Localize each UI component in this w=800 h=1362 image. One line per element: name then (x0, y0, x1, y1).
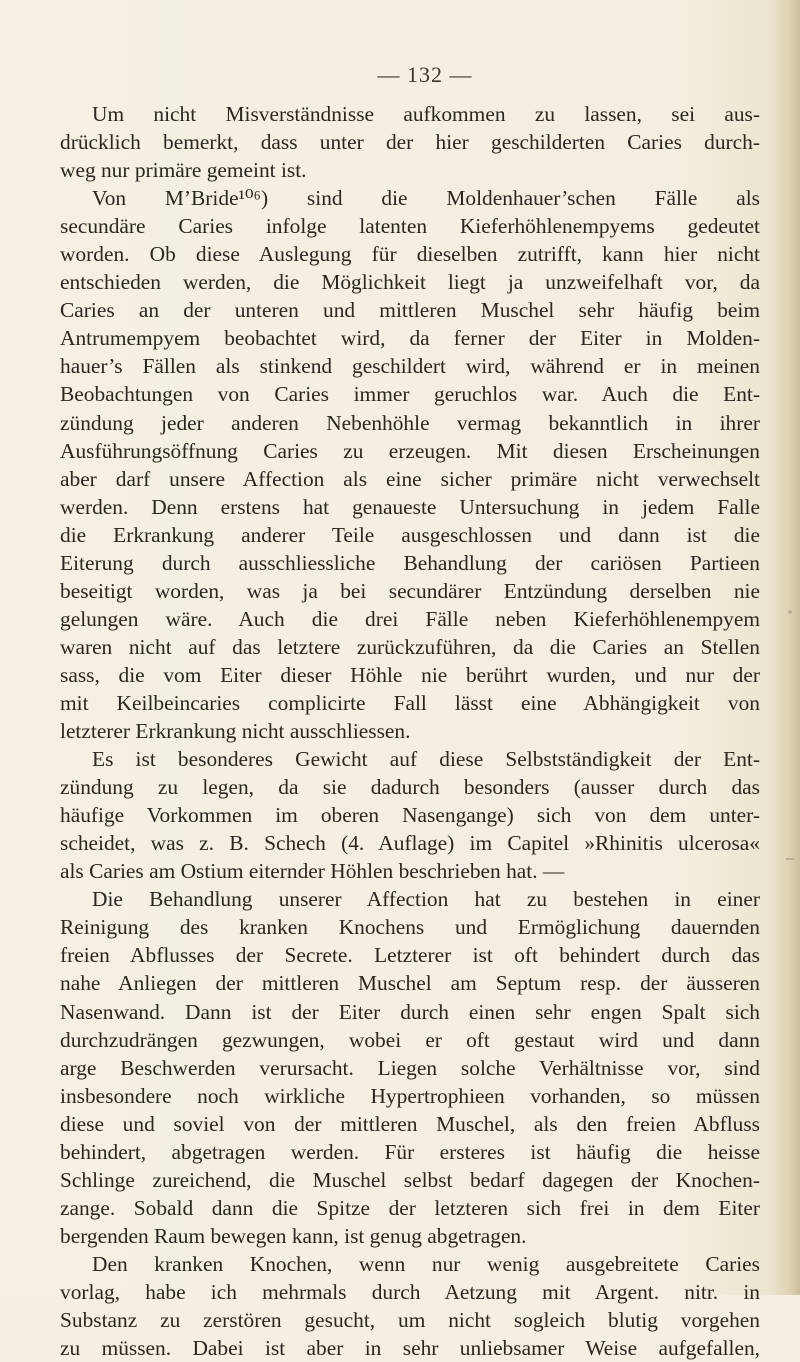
text-line: Den kranken Knochen, wenn nur wenig ausgebreitete Caries (92, 1251, 760, 1276)
text-line: Substanz zu zerstören gesucht, um nicht sogleich blutig vorgehen (60, 1308, 760, 1333)
text-line: waren nicht auf das letztere zurückzuführen, da die Caries an Stellen (60, 634, 760, 659)
text-line: drücklich bemerkt, dass unter der hier geschilderten Caries durch- (60, 130, 760, 155)
text-line: vorlag, habe ich mehrmals durch Aetzung mit Argent. nitr. in (60, 1279, 760, 1304)
text-line: diese und soviel von der mittleren Muschel, als den freien Abfluss (60, 1111, 760, 1136)
body-text (60, 100, 760, 1362)
text-line: Beobachtungen von Caries immer geruchlos war. Auch die Ent- (60, 382, 760, 407)
text-line: Es ist besonderes Gewicht auf diese Selbstständigkeit der Ent- (92, 747, 760, 772)
text-line: aber darf unsere Affection als eine sicher primäre nicht verwechselt (60, 466, 760, 491)
text-line: als Caries am Ostium eiternder Höhlen beschrieben hat. — (60, 859, 565, 884)
text-line: worden. Ob diese Auslegung für dieselben zutrifft, kann hier nicht (60, 242, 760, 267)
text-line: Antrumempyem beobachtet wird, da ferner der Eiter in Molden- (60, 326, 760, 351)
text-line: arge Beschwerden verursacht. Liegen solche Verhältnisse vor, sind (60, 1055, 760, 1080)
text-line: zündung zu legen, da sie dadurch besonders (ausser durch das (60, 775, 760, 800)
text-line: werden. Denn erstens hat genaueste Untersuchung in jedem Falle (60, 494, 760, 519)
text-line: nahe Anliegen der mittleren Muschel am Septum resp. der äusseren (60, 971, 760, 996)
text-line: gelungen wäre. Auch die drei Fälle neben Kieferhöhlenempyem (60, 606, 760, 631)
text-line: behindert, abgetragen werden. Für ersteres ist häufig die heisse (60, 1139, 760, 1164)
page-number: — 132 — (377, 62, 473, 87)
text-line: Ausführungsöffnung Caries zu erzeugen. Mit diesen Erscheinungen (60, 438, 760, 463)
text-line: häufige Vorkommen im oberen Nasengange) sich von dem unter- (60, 803, 760, 828)
text-line: scheidet, was z. B. Schech (4. Auflage) im Capitel »Rhinitis ulcerosa« (60, 831, 760, 856)
text-line: freien Abflusses der Secrete. Letzterer ist oft behindert durch das (60, 943, 760, 968)
text-line: zange. Sobald dann die Spitze der letzteren sich frei in dem Eiter (60, 1195, 760, 1220)
text-line: durchzudrängen gezwungen, wobei er oft gestaut wird und dann (60, 1027, 760, 1052)
text-line: Die Behandlung unserer Affection hat zu bestehen in einer (92, 887, 760, 912)
text-line: zündung jeder anderen Nebenhöhle vermag bekanntlich in ihrer (60, 410, 760, 435)
text-line: Eiterung durch ausschliessliche Behandlung der cariösen Partieen (60, 550, 760, 575)
text-line: Schlinge zureichend, die Muschel selbst bedarf dagegen der Knochen- (60, 1167, 760, 1192)
text-line: weg nur primäre gemeint ist. (60, 158, 307, 183)
text-line: Reinigung des kranken Knochens und Ermöglichung dauernden (60, 915, 760, 940)
text-line: Nasenwand. Dann ist der Eiter durch einen sehr engen Spalt sich (60, 999, 760, 1024)
text-line: mit Keilbeincaries complicirte Fall lässt eine Abhängigkeit von (60, 690, 760, 715)
text-line: letzterer Erkrankung nicht ausschliessen. (60, 719, 411, 744)
text-line: Um nicht Misverständnisse aufkommen zu lassen, sei aus- (92, 102, 760, 126)
text-line: hauer’s Fällen als stinkend geschildert wird, während er in meinen (60, 354, 760, 379)
text-line: sass, die vom Eiter dieser Höhle nie berührt wurden, und nur der (60, 662, 760, 687)
page-edge-shadow (772, 0, 800, 1295)
text-line: Caries an der unteren und mittleren Muschel sehr häufig beim (60, 298, 760, 323)
text-line: secundäre Caries infolge latenten Kieferhöhlenempyems gedeutet (60, 214, 760, 239)
text-line: insbesondere noch wirkliche Hypertrophieen vorhanden, so müssen (60, 1083, 760, 1108)
text-line: Von M’Bride¹⁰⁶) sind die Moldenhauer’schen Fälle als (92, 186, 760, 211)
text-line: beseitigt worden, was ja bei secundärer Entzündung derselben nie (60, 578, 760, 603)
text-line: zu müssen. Dabei ist aber in sehr unliebsamer Weise aufgefallen, (60, 1336, 760, 1361)
text-line: bergenden Raum bewegen kann, ist genug abgetragen. (60, 1223, 527, 1248)
text-line: entschieden werden, die Möglichkeit liegt ja unzweifelhaft vor, da (60, 270, 760, 295)
text-line: die Erkrankung anderer Teile ausgeschlossen und dann ist die (60, 522, 760, 547)
